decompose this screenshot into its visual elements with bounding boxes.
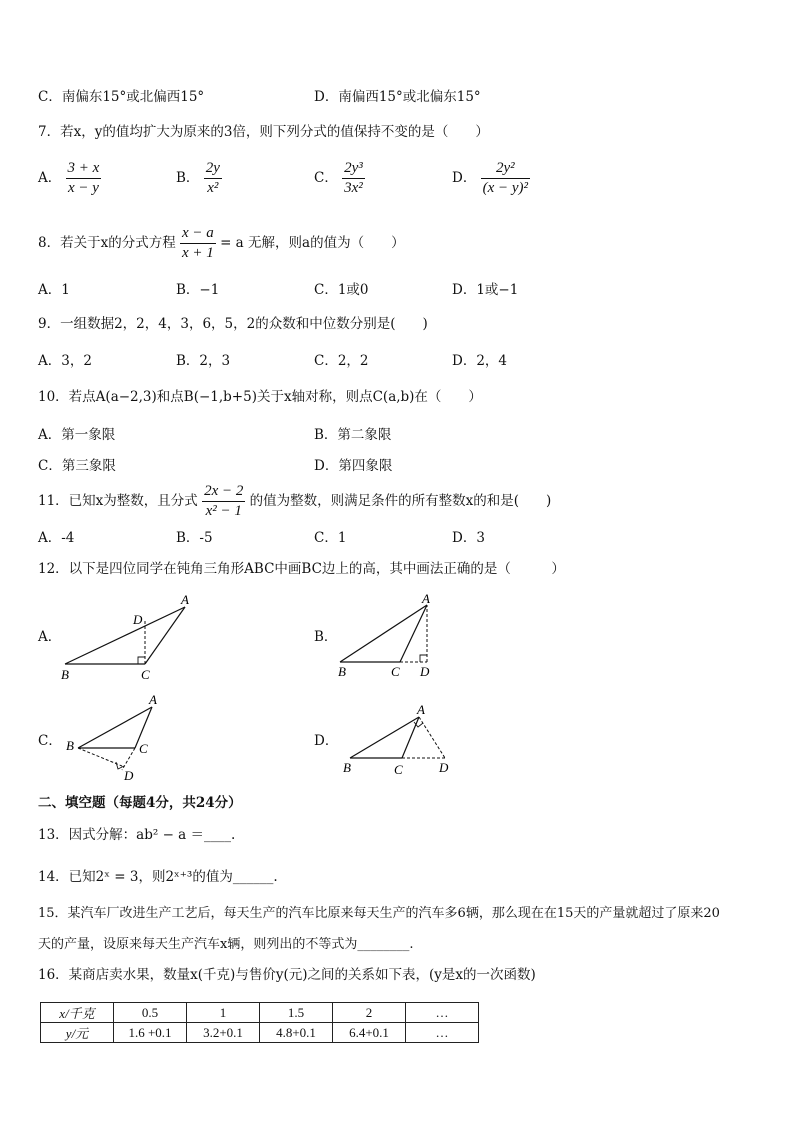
q8-fraction [180, 225, 216, 262]
q12-option-d-label: D． [314, 733, 339, 749]
q8-stem-post: = a 无解，则a的值为（ ） [220, 235, 405, 251]
q8-numerator: x − a [180, 225, 216, 244]
q11-option-c: C．1 [314, 530, 347, 546]
section-2-title: 二、填空题（每题4分，共24分） [38, 795, 242, 811]
q7-b-label: B． [176, 170, 200, 186]
table-cell: x/千克 [41, 1003, 114, 1023]
q7-d-label: D． [452, 170, 477, 186]
q8-option-a: A．1 [38, 282, 70, 298]
q11-option-d: D．3 [452, 530, 485, 546]
q11-numerator: 2x − 2 [202, 483, 245, 502]
q7-option-c [314, 160, 365, 197]
q10-option-b: B．第二象限 [314, 427, 392, 443]
q7-c-label: C． [314, 170, 338, 186]
q12-option-a-label: A． [38, 629, 62, 645]
q7-a-denominator: x − y [67, 180, 99, 196]
q7-b-denominator: x² [207, 180, 219, 196]
fig-d-label-d: D [439, 760, 449, 775]
q7-c-denominator: 3x² [344, 180, 363, 196]
q7-a-numerator: 3 + x [66, 160, 102, 179]
fig-c-label-c: C [139, 741, 148, 756]
q7-d-numerator: 2y² [481, 160, 530, 179]
q7-option-b [176, 160, 222, 197]
q9-option-a: A．3，2 [38, 353, 92, 369]
q7-a-fraction [66, 160, 102, 197]
q14-text: 14．已知2ˣ = 3，则2ˣ⁺³的值为______. [38, 869, 278, 885]
q9-stem: 9．一组数据2，2，4，3，6，5，2的众数和中位数分别是( ) [38, 316, 428, 332]
q8-denominator: x + 1 [182, 245, 214, 261]
q11-stem-pre: 11．已知x为整数，且分式 [38, 493, 198, 509]
q8-option-c: C．1或0 [314, 282, 369, 298]
q7-c-fraction [342, 160, 365, 197]
table-cell: 1.5 [260, 1003, 333, 1023]
q7-b-fraction [204, 160, 222, 197]
q7-stem: 7．若x，y的值均扩大为原来的3倍，则下列分式的值保持不变的是（ ） [38, 124, 489, 140]
table-row [41, 1023, 479, 1043]
q11-stem [38, 483, 551, 520]
fig-d-label-c: C [394, 762, 403, 777]
q9-option-c: C．2，2 [314, 353, 369, 369]
table-cell: 0.5 [114, 1003, 187, 1023]
q12-option-b-label: B． [314, 629, 338, 645]
q10-stem: 10．若点A(a−2,3)和点B(−1,b+5)关于x轴对称，则点C(a,b)在（ ） [38, 389, 482, 405]
q7-option-d [452, 160, 530, 197]
table-cell: 4.8+0.1 [260, 1023, 333, 1043]
q10-option-d: D．第四象限 [314, 458, 393, 474]
q12-figure-d [335, 700, 460, 785]
q11-denominator: x² − 1 [205, 503, 242, 519]
q15-line2: 天的产量，设原来每天生产汽车x辆，则列出的不等式为________. [38, 937, 414, 952]
q7-a-label: A． [38, 170, 62, 186]
fig-c-label-a: A [149, 692, 157, 707]
fig-d-label-b: B [343, 760, 351, 775]
q11-option-b: B．-5 [176, 530, 213, 546]
table-cell: … [406, 1023, 479, 1043]
q12-figure-c [60, 690, 170, 785]
table-cell: … [406, 1003, 479, 1023]
q8-option-b: B．−1 [176, 282, 220, 298]
prev-option-d: D．南偏西15°或北偏东15° [314, 89, 481, 105]
q10-option-a: A．第一象限 [38, 427, 116, 443]
fig-c-label-b: B [66, 738, 74, 753]
table-cell: y/元 [41, 1023, 114, 1043]
q16-table [40, 1002, 479, 1043]
table-row [41, 1003, 479, 1023]
fig-a-label-b: B [61, 667, 69, 682]
q7-d-denominator: (x − y)² [482, 180, 529, 196]
q8-option-d: D．1或−1 [452, 282, 519, 298]
table-cell: 1.6 +0.1 [114, 1023, 187, 1043]
fig-b-label-d: D [420, 664, 430, 679]
prev-option-c: C．南偏东15°或北偏西15° [38, 89, 205, 105]
q12-figure-a [55, 590, 205, 685]
q7-d-fraction [481, 160, 530, 197]
q7-option-a [38, 160, 101, 197]
fig-b-label-b: B [338, 664, 346, 679]
q8-stem [38, 225, 405, 262]
q11-option-a: A．-4 [38, 530, 75, 546]
fig-a-label-a: A [181, 592, 189, 607]
table-cell: 1 [187, 1003, 260, 1023]
q7-b-numerator: 2y [204, 160, 222, 179]
table-cell: 6.4+0.1 [333, 1023, 406, 1043]
q9-option-d: D．2，4 [452, 353, 508, 369]
fig-a-label-c: C [141, 667, 150, 682]
table-cell: 3.2+0.1 [187, 1023, 260, 1043]
q7-c-numerator: 2y³ [342, 160, 365, 179]
q12-stem: 12．以下是四位同学在钝角三角形ABC中画BC边上的高，其中画法正确的是（ ） [38, 561, 565, 577]
fig-b-label-a: A [422, 591, 430, 606]
table-cell: 2 [333, 1003, 406, 1023]
fig-d-label-a: A [417, 702, 425, 717]
q13-text: 13．因式分解：ab² − a ＝____. [38, 827, 236, 843]
q15-line1: 15．某汽车厂改进生产工艺后，每天生产的汽车比原来每天生产的汽车多6辆，那么现在在15天的产量就超过了原来20 [38, 906, 720, 921]
q12-option-c-label: C． [38, 733, 62, 749]
q12-figure-b [330, 590, 450, 685]
q11-stem-post: 的值为整数，则满足条件的所有整数x的和是( ) [249, 493, 552, 509]
fig-b-label-c: C [391, 664, 400, 679]
fig-a-label-d: D [133, 612, 143, 627]
q16-stem: 16．某商店卖水果，数量x(千克)与售价y(元)之间的关系如下表，(y是x的一次函数) [38, 967, 536, 983]
q9-option-b: B．2，3 [176, 353, 231, 369]
q10-option-c: C．第三象限 [38, 458, 116, 474]
q8-stem-pre: 8．若关于x的分式方程 [38, 235, 176, 251]
fig-c-label-d: D [124, 768, 134, 783]
q11-fraction [202, 483, 245, 520]
